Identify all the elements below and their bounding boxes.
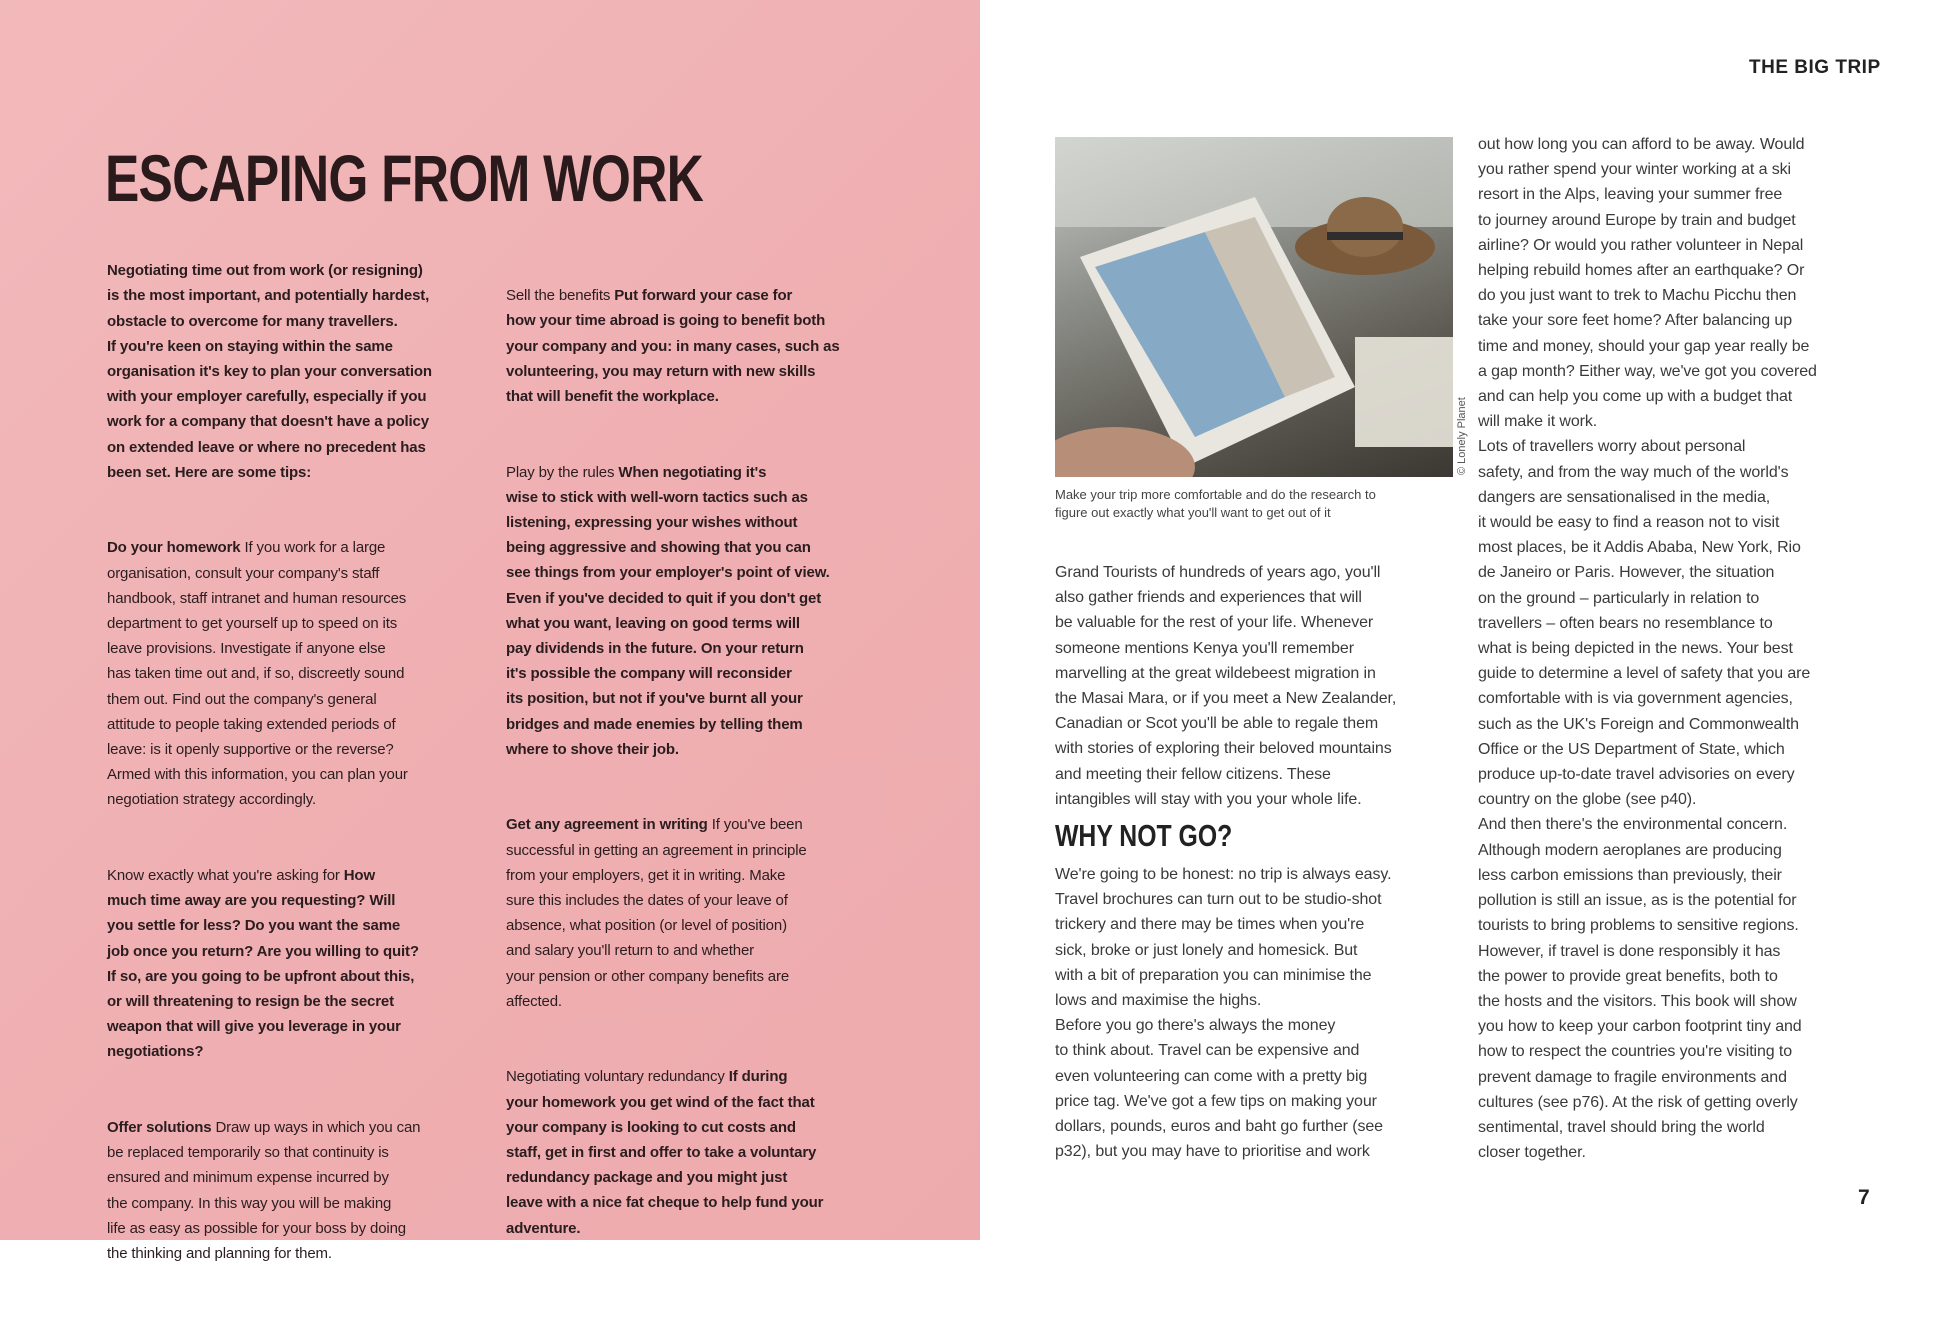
photo-credit: © Lonely Planet — [1456, 397, 1468, 475]
body-text-right-column: out how long you can afford to be away. Would you rather spend your winter working at a ski resort in the Alps, leaving your summer free to journey around Europe by train and budget airline? Or would you rather volunteer in Nepal helping rebuild homes after an earthquake? Or do you just want to trek to Machu Picchu then take your sore feet home? After balancing up time and money, should your gap year really be a gap month? Either way, we've got you covered and can help you come up with a budget that will make it work. Lots of travellers worry about personal safety, and from the way much of the world's dangers are sensationalised in the media, it would be easy to find a reason not to visit most places, be it Addis Ababa, New York, Rio de Janeiro or Paris. However, the situation on the ground – particularly in relation to travellers – often bears no resemblance to what is being depicted in the news. Your best guide to determine a level of safety that you are comfortable with is via government agencies, such as the UK's Foreign and Commonwealth Office or the US Department of State, which produce up-to-date travel advisories on every country on the globe (see p40). And then there's the environmental concern. Although modern aeroplanes are producing less carbon emissions than previously, their pollution is still an issue, as is the potential for tourists to bring problems to sensitive regions. However, if travel is done responsibly it has the power to provide great benefits, both to the hosts and the visitors. This book will show you how to keep your carbon footprint tiny and how to respect the countries you're visiting to prevent damage to fragile environments and cultures (see p76). At the risk of getting overly sentimental, travel should bring the world closer together. — [1478, 136, 1817, 1162]
middle-column — [506, 258, 906, 1291]
left-column — [107, 233, 497, 1317]
tip-heading: Play by the rules — [506, 463, 615, 481]
page-title: ESCAPING FROM WORK — [105, 141, 703, 215]
photo-caption: Make your trip more comfortable and do the research to figure out exactly what you'll want to get out of it — [1055, 487, 1376, 520]
tip-homework — [107, 535, 497, 812]
tip-body: When negotiating it's wise to stick with well-worn tactics such as listening, expressing your wishes without being aggressive and showing that you can see things from your employer's point of view. Even if you've decided to quit if you don't get what you want, leaving on good terms will pay dividends in the future. On your return it's possible the company will reconsider its position, but not if you've burnt all your bridges and made enemies by telling them where to shove their job. — [506, 463, 830, 758]
tip-body: How much time away are you requesting? Will you settle for less? Do you want the same job once you return? Are you willing to quit? If so, are you going to be upfront about this, or will threatening to resign be the secret weapon that will give you leverage in your negotiations? — [107, 867, 419, 1061]
tip-heading: Know exactly what you're asking for — [107, 867, 340, 885]
tip-sell-benefits — [506, 283, 906, 409]
tip-know-what — [107, 863, 497, 1065]
tip-heading: Do your homework — [107, 539, 241, 557]
tip-body: If you work for a large organisation, consult your company's staff handbook, staff intranet and human resources department to get yourself up to speed on its leave provisions. Investigate if anyone else has taken time out and, if so, discreetly sound them out. Find out the company's general attitude to people taking extended periods of leave: is it openly supportive or the reverse? Armed with this information, you can plan your negotiation strategy accordingly. — [107, 539, 408, 809]
paragraph — [107, 258, 497, 485]
tip-heading: Get any agreement in writing — [506, 816, 708, 834]
tip-agreement-writing — [506, 812, 906, 1014]
page-number: 7 — [1858, 1186, 1870, 1209]
tip-body: If you've been successful in getting an agreement in principle from your employers, get it in writing. Make sure this includes the dates of your leave of absence, what position (or level of position) and salary you'll return to and whether your pension or other company benefits are affected. — [506, 816, 807, 1010]
tip-play-by-rules — [506, 460, 906, 762]
section-heading-why-not-go: WHY NOT GO? — [1055, 818, 1233, 853]
tip-heading: Negotiating voluntary redundancy — [506, 1068, 725, 1086]
tip-heading: Offer solutions — [107, 1119, 212, 1137]
body-text-why-not-go: We're going to be honest: no trip is always easy. Travel brochures can turn out to be studio-shot trickery and there may be times when you're sick, broke or just lonely and homesick. But with a bit of preparation you can minimise the lows and maximise the highs. Before you go there's always the money to think about. Travel can be expensive and even volunteering can come with a pretty big price tag. We've got a few tips on making your dollars, pounds, euros and baht go further (see p32), but you may have to prioritise and work — [1055, 866, 1392, 1161]
tip-redundancy — [506, 1064, 906, 1240]
running-head: THE BIG TRIP — [1749, 57, 1881, 78]
tip-heading: Sell the benefits — [506, 287, 611, 305]
body-text-intro: Grand Tourists of hundreds of years ago, you'll also gather friends and experiences that will be valuable for the rest of your life. Whenever someone mentions Kenya you'll remember marvelling at the great wildebeest migration in the Masai Mara, or if you meet a New Zealander, Canadian or Scot you'll be able to regale them with stories of exploring their beloved mountains and meeting their fellow citizens. These intangibles will stay with you your whole life. — [1055, 564, 1397, 808]
tip-body: If during your homework you get wind of the fact that your company is looking to cut costs and staff, get in first and offer to take a voluntary redundancy package and you might just leave with a nice fat cheque to help fund your adventure. — [506, 1068, 824, 1237]
photo-illustration — [1055, 137, 1453, 477]
tip-body: Draw up ways in which you can be replaced temporarily so that continuity is ensured and minimum expense incurred by the company. In this way you will be making life as easy as possible for your boss by doing the thinking and planning for them. — [107, 1119, 421, 1263]
photo-reading-guidebook — [1055, 137, 1453, 477]
tip-offer-solutions — [107, 1115, 497, 1266]
tip-body: Put forward your case for how your time abroad is going to benefit both your company and you: in many cases, such as volunteering, you may return with new skills that will benefit the workplace. — [506, 287, 840, 406]
paragraph-text: Negotiating time out from work (or resigning) is the most important, and potentially hardest, obstacle to overcome for many travellers. If you're keen on staying within the same organisation it's key to plan your conversation with your employer carefully, especially if you work for a company that doesn't have a policy on extended leave or where no precedent has been set. Here are some tips: — [107, 262, 432, 481]
